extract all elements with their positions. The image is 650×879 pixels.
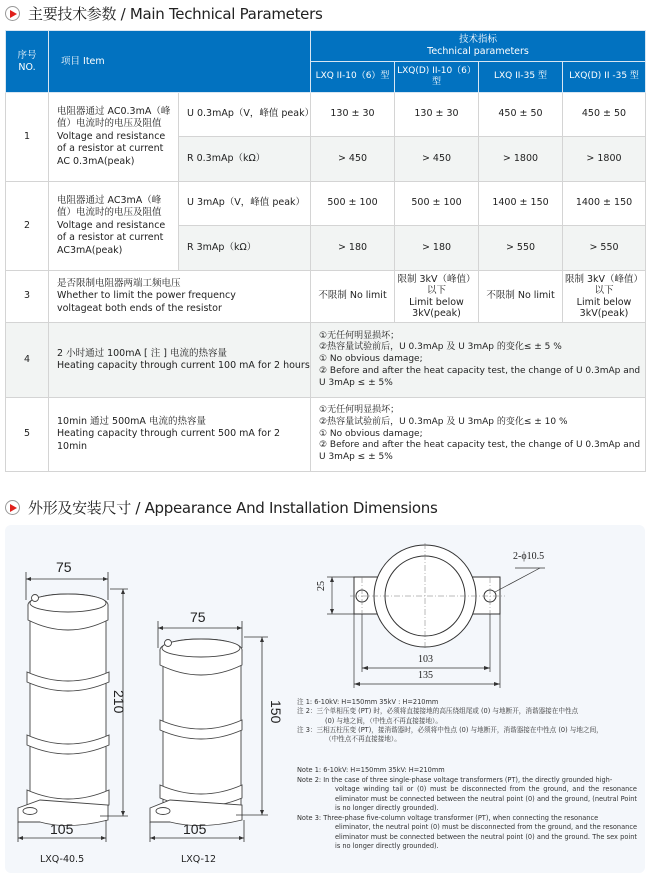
row-sub-label: U 0.3mAp（V，峰值 peak） <box>179 93 311 137</box>
dim-holes: 2-ϕ10.5 <box>513 551 545 562</box>
note-line: 注 3：三相五柱压变 (PT)，接消谐器时，必须将中性点 (0) 与地断开，消谐器接在中性点 (0) 与地之间， <box>297 726 603 735</box>
dim-width-top-small: 75 <box>190 609 206 625</box>
note-line: 注 1: 6-10kV: H=150mm 35kV : H=210mm <box>297 698 439 706</box>
row-item-cn: 是否限制电阻器两端工频电压 <box>57 277 181 289</box>
row-value: 450 ± 50 <box>479 93 563 137</box>
header-model: LXQ(D) II -35 型 <box>563 62 646 93</box>
dim-height-large: 210 <box>111 690 127 714</box>
row-value: 130 ± 30 <box>311 93 395 137</box>
header-model: LXQ II-35 型 <box>479 62 563 93</box>
note-line: voltage winding tail or (0) must be disconnected from the ground, and the resonance eliminator must be connected between the neutral point (0) and the ground, (neutral Point is no longer directly grounded). <box>335 785 637 813</box>
row-item-cn: 10min 通过 500mA 电流的热容量 <box>57 415 206 427</box>
spec-line: ①无任何明显损坏； <box>319 330 400 341</box>
header-item: 项目 Item <box>49 31 311 93</box>
row-value: > 1800 <box>563 137 646 182</box>
row-value: > 550 <box>563 226 646 271</box>
note-line: (0) 与地之间，（中性点不再直接接地）。 <box>325 716 442 725</box>
row-sub-label: R 0.3mAp（kΩ） <box>179 137 311 182</box>
limit-en: Limit below <box>409 296 464 308</box>
model-label-large: LXQ-40.5 <box>40 854 85 865</box>
notes-en <box>297 766 637 852</box>
row-item-cn: 2 小时通过 100mA [ 注 ] 电流的热容量 <box>57 347 227 359</box>
row-item-en: Heating capacity through current 500 mA for 2 10min <box>57 428 281 452</box>
limit-en: Limit below <box>576 296 632 308</box>
row-value: 1400 ± 150 <box>479 182 563 226</box>
dim-width-base-large: 105 <box>50 821 74 837</box>
limit-cn: 限制 3kV（峰值） <box>564 273 644 285</box>
row-value: 不限制 No limit <box>479 271 563 323</box>
limit-cn: 以下 <box>426 285 446 297</box>
spec-line: ① No obvious damage; <box>319 428 423 439</box>
spec-line: ② Before and after the heat capacity test, the change of U 0.3mAp and U 3mAp ≤ ± 5% <box>319 365 641 388</box>
row-value: > 180 <box>311 226 395 271</box>
note-line: Note 3: Three-phase five-column voltage transformer (PT), when connecting the resonance <box>297 813 599 822</box>
row-item-en: Voltage and resistance of a resistor at current AC3mA(peak) <box>57 219 166 256</box>
dim-plan-outer: 135 <box>418 670 433 681</box>
spec-line: ② Before and after the heat capacity test, the change of U 0.3mAp and U 3mAp ≤ ± 5% <box>319 440 641 463</box>
section-title-text: 主要技术参数 / Main Technical Parameters <box>28 5 323 23</box>
row-value: 450 ± 50 <box>563 93 646 137</box>
model-label-small: LXQ-12 <box>181 854 217 865</box>
notes-cn <box>297 698 637 745</box>
spec-line: ②热容量试验前后，U 0.3mAp 及 U 3mAp 的变化≤ ± 10 % <box>319 416 568 427</box>
header-tech-cn: 技术指标 <box>458 34 497 46</box>
note-line: eliminator, the neutral point (0) must be disconnected from the ground, and the resonance eliminator must be connected between the neutral point (0) and the ground. The sex point is no longer directly grounded). <box>335 823 637 851</box>
row-no: 3 <box>6 271 49 323</box>
header-tech-en: Technical parameters <box>427 46 529 57</box>
dim-width-base-small: 105 <box>183 821 207 837</box>
row-sub-label: U 3mAp（V，峰值 peak） <box>179 182 311 226</box>
spec-line: ②热容量试验前后，U 0.3mAp 及 U 3mAp 的变化≤ ± 5 % <box>319 342 562 353</box>
header-model: LXQ II-10（6）型 <box>311 62 395 93</box>
row-item-en: Voltage and resistance of a resistor at current AC 0.3mA(peak) <box>57 130 166 167</box>
header-no-en: NO. <box>18 61 36 73</box>
section-title-text: 外形及安装尺寸 / Appearance And Installation Dimensions <box>28 499 438 517</box>
row-no: 4 <box>6 323 49 398</box>
note-line: （中性点不再直接接地）。 <box>325 735 401 744</box>
dim-plan-inner: 103 <box>418 654 433 665</box>
note-line: Note 2: In the case of three single-phase voltage transformers (PT), the directly grounded high- <box>297 775 613 784</box>
note-line: 注 2：三个单相压变 (PT) 时，必须将直接接地的高压绕组尾或 (0) 与地断开，消谐器接在中性点 <box>297 707 579 716</box>
limit-en: 3kV(peak) <box>412 307 461 319</box>
row-value: 500 ± 100 <box>395 182 479 226</box>
limit-en: 3kV(peak) <box>579 307 629 319</box>
row-no: 2 <box>6 182 49 271</box>
limit-cn: 限制 3kV（峰值） <box>397 273 476 285</box>
row-item-cn: 电阻器通过 AC3mA（峰值）电流时的电压及阻值 <box>57 195 162 219</box>
row-no: 5 <box>6 398 49 472</box>
header-model: LXQ(D) II-10（6）型 <box>395 62 479 93</box>
row-value: > 180 <box>395 226 479 271</box>
spec-line: ①无任何明显损坏； <box>319 405 400 416</box>
row-value: > 1800 <box>479 137 563 182</box>
row-value: 500 ± 100 <box>311 182 395 226</box>
row-value: > 550 <box>479 226 563 271</box>
dim-width-top-large: 75 <box>56 559 72 575</box>
row-value: > 450 <box>395 137 479 182</box>
row-item-en: Whether to limit the power frequency voltageat both ends of the resistor <box>57 290 236 314</box>
row-value: 1400 ± 150 <box>563 182 646 226</box>
header-no-cn: 序号 <box>17 49 37 61</box>
note-line: Note 1: 6-10kV: H=150mm 35kV: H=210mm <box>297 766 445 774</box>
row-value: > 450 <box>311 137 395 182</box>
limit-cn: 以下 <box>594 285 614 297</box>
dim-plan-height: 25 <box>316 581 327 591</box>
row-value: 不限制 No limit <box>311 271 395 323</box>
row-item-en: Heating capacity through current 100 mA for 2 hours <box>57 360 310 371</box>
row-no: 1 <box>6 93 49 182</box>
row-value: 130 ± 30 <box>395 93 479 137</box>
spec-line: ① No obvious damage; <box>319 354 423 365</box>
dim-height-small: 150 <box>268 700 284 724</box>
row-sub-label: R 3mAp（kΩ） <box>179 226 311 271</box>
row-item-cn: 电阻器通过 AC0.3mA（峰值）电流时的电压及阻值 <box>57 106 171 130</box>
